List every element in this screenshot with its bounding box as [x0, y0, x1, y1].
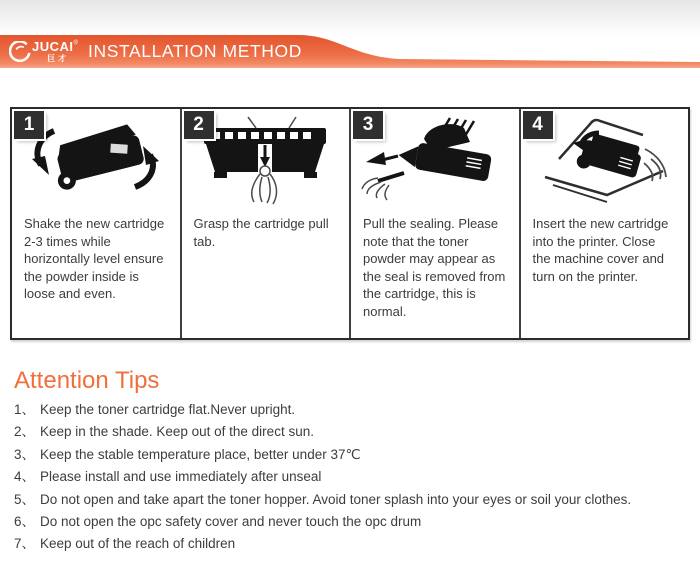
- tip-item: [14, 533, 692, 555]
- tip-text: Keep out of the reach of children: [40, 536, 236, 552]
- page-top-gradient: [0, 0, 700, 36]
- step-number-badge: 1: [14, 111, 44, 139]
- step-description: Insert the new cartridge into the printer. Close the machine cover and turn on the printer.: [532, 216, 669, 284]
- tip-number: 7、: [14, 536, 36, 552]
- step-description: Shake the new cartridge 2-3 times while horizontally level ensure the powder inside is loose and even.: [24, 216, 165, 301]
- step-description: Pull the sealing. Please note that the toner powder may appear as the seal is removed from the cartridge, this is normal.: [363, 216, 506, 319]
- logo-brand-name: JUCAI: [32, 39, 74, 54]
- tip-text: Do not open and take apart the toner hopper. Avoid toner splash into your eyes or soil your clothes.: [40, 491, 632, 507]
- tip-item: [14, 489, 692, 511]
- installation-steps-box: [10, 107, 690, 340]
- tip-number: 3、: [14, 446, 36, 462]
- tip-text: Do not open the opc safety cover and never touch the opc drum: [40, 514, 422, 530]
- tip-text: Keep the stable temperature place, better under 37℃: [40, 446, 361, 462]
- tip-text: Keep in the shade. Keep out of the direct sun.: [40, 424, 314, 440]
- logo-swirl-icon: [9, 41, 31, 63]
- step-panel-4: [519, 109, 689, 338]
- section-title: INSTALLATION METHOD: [88, 41, 302, 61]
- step-panel-3: [349, 109, 519, 338]
- tip-text: Please install and use immediately after unseal: [40, 469, 322, 485]
- header-banner: [0, 35, 700, 69]
- tip-item: [14, 466, 692, 488]
- step-number-badge: 3: [353, 111, 383, 139]
- registered-trademark-symbol: ®: [73, 40, 78, 47]
- tip-number: 5、: [14, 491, 36, 507]
- tip-item: [14, 511, 692, 533]
- logo-chinese-name: 巨才: [47, 54, 69, 63]
- tip-item: [14, 421, 692, 443]
- step-number-badge: 2: [184, 111, 214, 139]
- attention-tips-title: Attention Tips: [14, 367, 160, 394]
- tip-text: Keep the toner cartridge flat.Never upright.: [40, 402, 296, 417]
- tip-number: 4、: [14, 469, 36, 485]
- step-panel-2: [180, 109, 350, 338]
- tip-number: 2、: [14, 424, 36, 440]
- attention-tips-list: [14, 399, 692, 556]
- brand-logo: [9, 39, 78, 63]
- step-number-badge: 4: [523, 111, 553, 139]
- tip-item: [14, 399, 692, 421]
- tip-number: 1、: [14, 402, 36, 417]
- step-panel-1: [12, 109, 180, 338]
- tip-item: [14, 444, 692, 466]
- tip-number: 6、: [14, 514, 36, 530]
- step-description: Grasp the cartridge pull tab.: [193, 216, 329, 249]
- logo-text: [32, 39, 78, 63]
